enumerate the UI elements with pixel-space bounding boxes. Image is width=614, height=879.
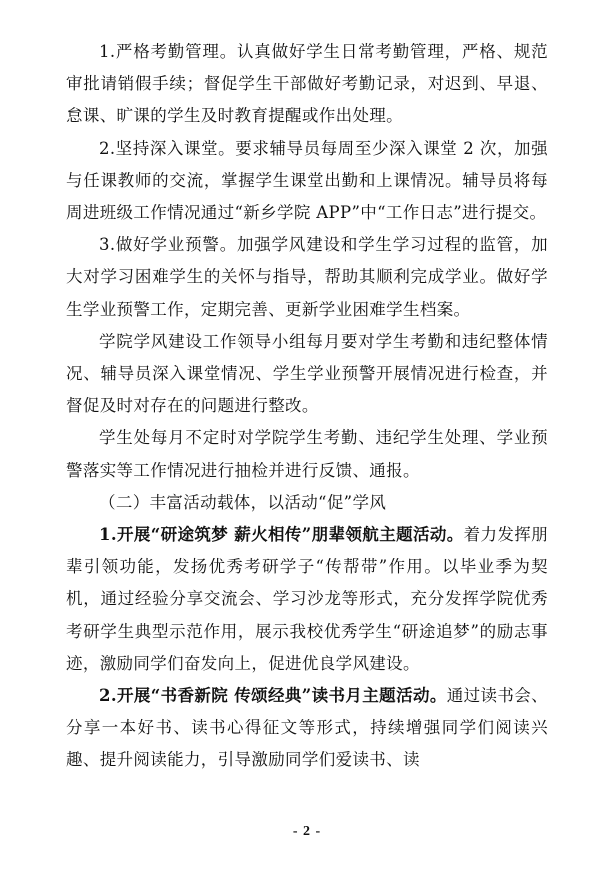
paragraph-text: 2.坚持深入课堂。要求辅导员每周至少深入课堂 2 次，加强与任课教师的交流，掌握学生课堂出勤和上课情况。辅导员将每周进班级工作情况通过“新乡学院 APP”中“工作日志”进行提交。 xyxy=(66,138,548,223)
paragraph-text: 3.做好学业预警。加强学风建设和学生学习过程的监管，加大对学习困难学生的关怀与指导，帮助其顺利完成学业。做好学生学业预警工作，定期完善、更新学业困难学生档案。 xyxy=(66,235,548,319)
activity-title: 1.开展“研途筑梦 薪火相传”朋辈领航主题活动。 xyxy=(99,525,464,545)
paragraph-classroom xyxy=(66,133,548,230)
activity-text: 通过读书会、分享一本好书、读书心得征文等形式，持续增强同学们阅读兴趣、提升阅读能力，引导激励同学们爱读书、读 xyxy=(66,686,548,770)
paragraph-text: 1.严格考勤管理。认真做好学生日常考勤管理，严格、规范审批请销假手续；督促学生干部做好考勤记录，对迟到、早退、怠课、旷课的学生及时教育提醒或作出处理。 xyxy=(66,42,548,126)
activity-text: 着力发挥朋辈引领功能，发扬优秀考研学子“传帮带”作用。以毕业季为契机，通过经验分享交流会、学习沙龙等形式，充分发挥学院优秀考研学生典型示范作用，展示我校优秀学生“研途追梦”的励志事迹，激励同学们奋发向上，促进优良学风建设。 xyxy=(66,525,548,673)
paragraph-academic-warning xyxy=(66,229,548,326)
page-number: - 2 - xyxy=(292,824,322,839)
paragraph-attendance xyxy=(66,36,548,133)
paragraph-spot-check xyxy=(66,422,548,486)
paragraph-activity-1 xyxy=(66,519,548,680)
activity-title: 2.开展“书香新院 传颂经典”读书月主题活动。 xyxy=(99,686,447,706)
section-heading: （二）丰富活动载体，以活动“促”学风 xyxy=(99,492,387,512)
paragraph-monthly-inspection xyxy=(66,326,548,423)
paragraph-text: 学院学风建设工作领导小组每月要对学生考勤和违纪整体情况、辅导员深入课堂情况、学生学业预警开展情况进行检查，并督促及时对存在的问题进行整改。 xyxy=(66,331,548,416)
paragraph-text: 学生处每月不定时对学院学生考勤、违纪学生处理、学业预警落实等工作情况进行抽检并进行反馈、通报。 xyxy=(66,428,548,480)
document-body xyxy=(66,36,548,777)
paragraph-activity-2 xyxy=(66,680,548,777)
